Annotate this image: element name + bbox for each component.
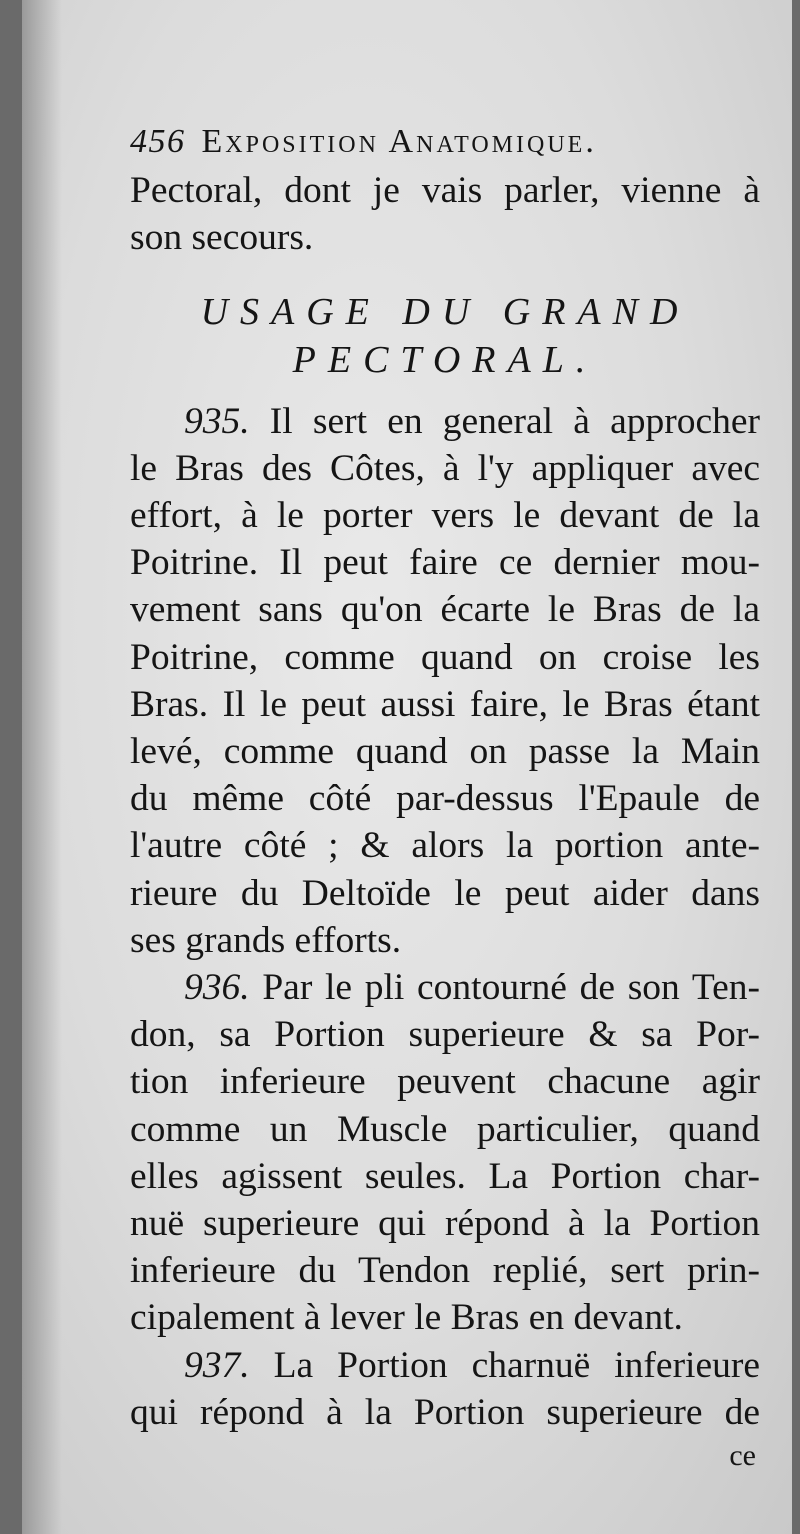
text-line: ses grands efforts. <box>130 919 402 961</box>
text-line: rieure du Deltoïde le peut aider dans <box>130 872 760 914</box>
running-header <box>130 118 760 165</box>
catchword: ce <box>729 1439 756 1473</box>
section-heading <box>130 288 760 384</box>
text-line: du même côté par-dessus l'Epaule de <box>130 778 760 820</box>
text-line: levé, comme quand on passe la Main <box>130 731 760 773</box>
text-line: nuë superieure qui répond à la Portion <box>130 1203 760 1245</box>
text-line: son secours. <box>130 217 314 259</box>
text-line: cipalement à lever le Bras en devant. <box>130 1297 683 1339</box>
running-title: Exposition Anatomique. <box>201 123 597 160</box>
page-text <box>130 118 760 1476</box>
text-line: don, sa Portion superieure & sa Por- <box>130 1014 760 1056</box>
text-line: Poitrine. Il peut faire ce dernier mou- <box>130 542 760 584</box>
paragraph-number: 936. <box>184 967 250 1009</box>
paragraph-number: 937. <box>184 1344 250 1386</box>
page-number: 456 <box>130 123 186 160</box>
paragraph-935 <box>130 398 760 964</box>
text-line: Pectoral, dont je vais parler, vienne à <box>130 170 760 212</box>
line-text: Par le pli contourné de son Ten- <box>262 967 760 1009</box>
text-line: effort, à le porter vers le devant de la <box>130 495 760 537</box>
text-line: comme un Muscle particulier, quand <box>130 1108 760 1150</box>
gutter-shadow <box>22 0 62 1534</box>
text-line: qui répond à la Portion superieure de <box>130 1391 760 1433</box>
line-text: Il sert en general à approcher <box>269 400 760 442</box>
paragraph-936 <box>130 964 760 1342</box>
text-line <box>130 398 760 445</box>
line-text: La Portion charnuë inferieure <box>273 1344 760 1386</box>
book-page <box>22 0 792 1534</box>
text-line: inferieure du Tendon replié, sert prin- <box>130 1250 760 1292</box>
text-line <box>130 964 760 1011</box>
text-line: le Bras des Côtes, à l'y appliquer avec <box>130 447 760 489</box>
text-line: vement sans qu'on écarte le Bras de la <box>130 589 760 631</box>
paragraph-937 <box>130 1342 760 1436</box>
paragraph-number: 935. <box>184 400 250 442</box>
text-line: Poitrine, comme quand on croise les <box>130 636 760 678</box>
text-line: Bras. Il le peut aussi faire, le Bras étant <box>130 683 760 725</box>
text-line <box>130 1342 760 1389</box>
heading-line: USAGE DU GRAND <box>200 290 690 333</box>
heading-line: PECTORAL. <box>292 338 598 381</box>
text-line: elles agissent seules. La Portion char- <box>130 1155 760 1197</box>
text-line: l'autre côté ; & alors la portion ante- <box>130 825 760 867</box>
text-line: tion inferieure peuvent chacune agir <box>130 1061 760 1103</box>
